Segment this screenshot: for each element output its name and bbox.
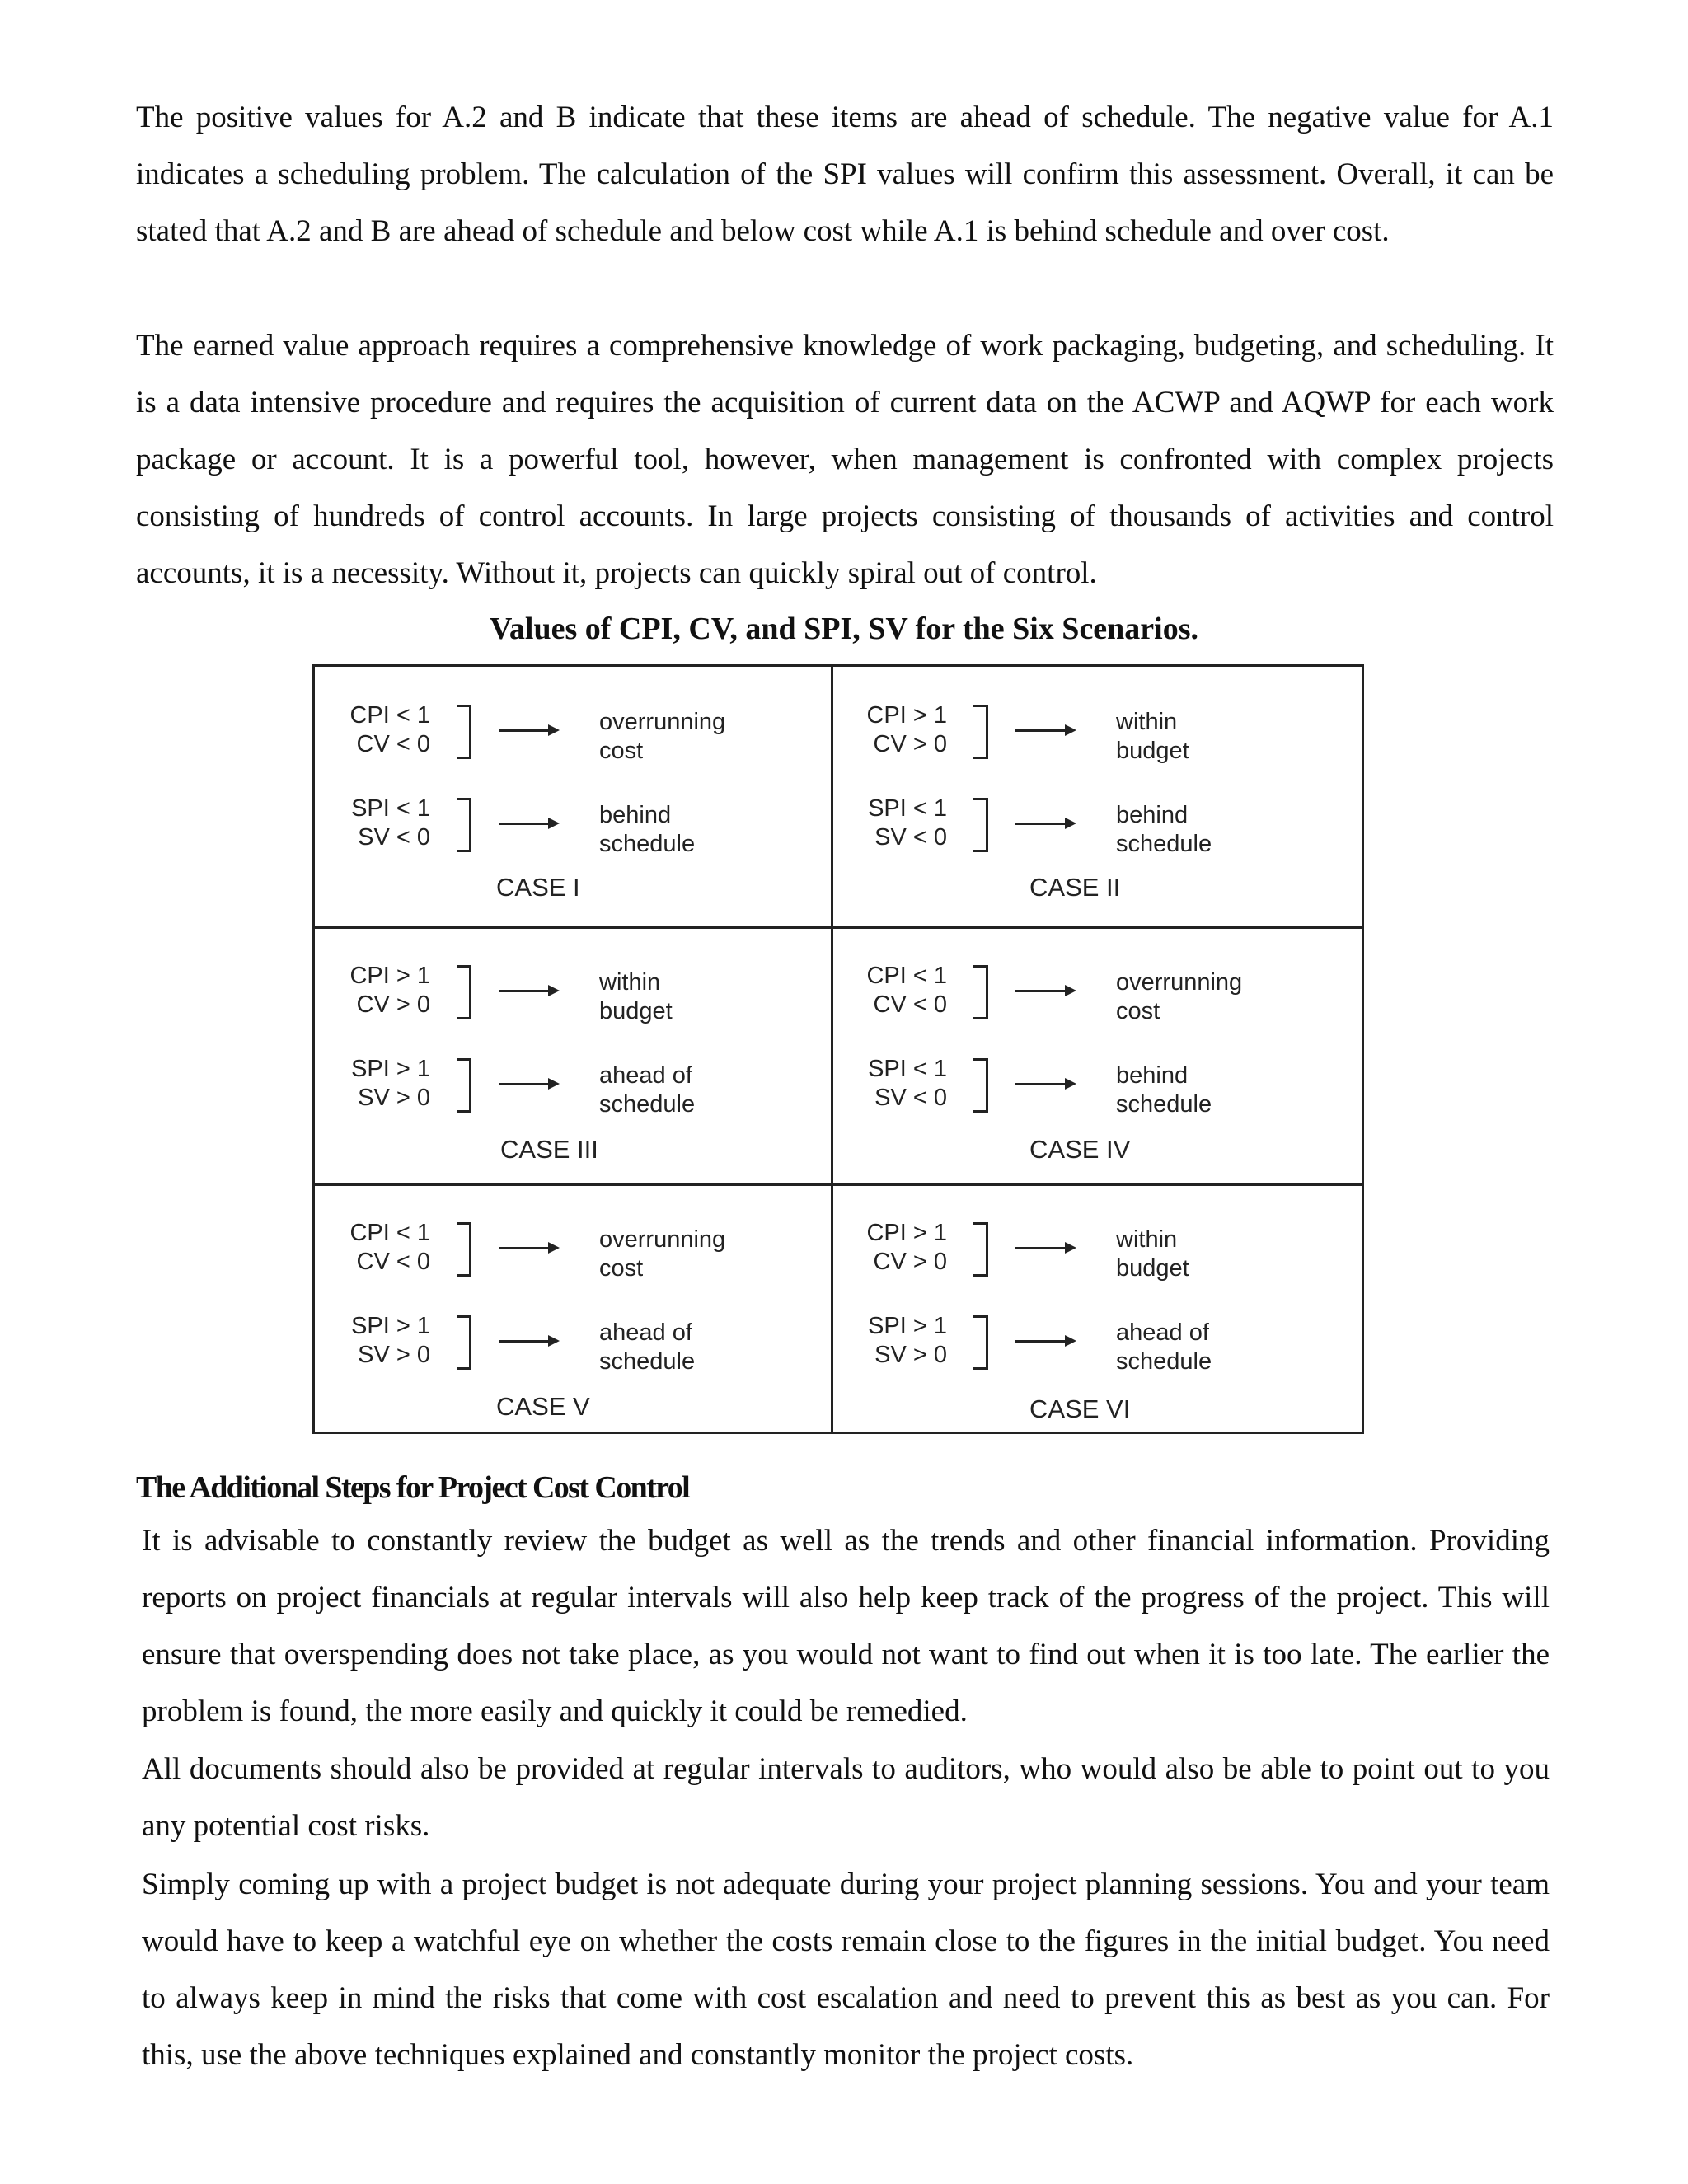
schedule-outcome-line1: ahead of (599, 1319, 692, 1346)
paragraph-earned-value: The earned value approach requires a comprehensive knowledge of work packaging, budgeting, and scheduling. It is a data intensive procedure and requires the acquisition of current data on the ACWP and AQWP for each work package or account. It is a powerful tool, however, when management is confronted with complex projects consisting of hundreds of control accounts. In large projects consisting of thousands of activities and control accounts, it is a necessity. Without it, projects can quickly spiral out of control. (136, 329, 1554, 590)
schedule-bracket-icon (457, 1315, 471, 1370)
paragraph-review-budget: It is advisable to constantly review the budget as well as the trends and other financial information. Providing reports on project financials at regular intervals will also help keep track of the progress of the project. This will ensure that overspending does not take place, as you would not want to find out when it is too late. The earlier the problem is found, the more easily and quickly it could be remedied. (142, 1524, 1550, 1728)
schedule-condition-line1: SPI > 1 (351, 1056, 430, 1082)
cost-outcome-line2: cost (599, 1255, 644, 1282)
cost-outcome-line1: within (1116, 709, 1178, 735)
cost-outcome-line1: within (1116, 1226, 1178, 1253)
scenario-grid (312, 664, 1364, 1434)
schedule-condition-line2: SV < 0 (874, 1085, 947, 1111)
schedule-condition-line1: SPI < 1 (868, 1056, 947, 1082)
cost-arrow-icon (1015, 729, 1073, 732)
schedule-arrow-icon (499, 1083, 556, 1085)
cost-bracket-icon (973, 965, 988, 1019)
schedule-outcome-line1: behind (1116, 802, 1189, 828)
schedule-arrow-icon (499, 823, 556, 825)
schedule-outcome-line1: ahead of (1116, 1319, 1209, 1346)
cost-condition-line1: CPI < 1 (349, 702, 430, 729)
case-3-cell (315, 927, 831, 1184)
cost-condition-line2: CV < 0 (356, 1249, 430, 1275)
schedule-condition-line2: SV > 0 (874, 1342, 947, 1368)
cost-bracket-icon (973, 1222, 988, 1277)
paragraph-auditors: All documents should also be provided at regular intervals to auditors, who would also be able to point out to you any potential cost risks. (142, 1752, 1550, 1843)
cost-condition-line2: CV > 0 (873, 731, 947, 757)
cost-outcome-line2: budget (599, 998, 673, 1024)
case-6-label: CASE VI (1029, 1394, 1131, 1423)
schedule-arrow-icon (1015, 1340, 1073, 1343)
paragraph-monitor-costs: Simply coming up with a project budget is not adequate during your project planning sessions. You and your team would have to keep a watchful eye on whether the costs remain close to the figures in the initial budget. You need to always keep in mind the risks that come with cost escalation and need to prevent this as best as you can. For this, use the above techniques explained and constantly monitor the project costs. (142, 1868, 1550, 2072)
case-2-cell (832, 667, 1348, 924)
cost-condition-line1: CPI > 1 (866, 702, 947, 729)
cost-bracket-icon (457, 965, 471, 1019)
schedule-arrow-icon (1015, 1083, 1073, 1085)
schedule-arrow-icon (499, 1340, 556, 1343)
cost-arrow-icon (499, 1247, 556, 1249)
schedule-bracket-icon (973, 1058, 988, 1113)
schedule-outcome-line2: schedule (599, 1348, 696, 1375)
schedule-outcome-line1: behind (1116, 1062, 1189, 1089)
schedule-condition-line2: SV < 0 (874, 824, 947, 851)
cost-outcome-line1: overrunning (599, 709, 726, 735)
schedule-condition-line1: SPI > 1 (868, 1313, 947, 1339)
case-1-label: CASE I (496, 873, 580, 902)
cost-bracket-icon (457, 705, 471, 759)
case-5-label: CASE V (496, 1392, 590, 1421)
schedule-condition-line1: SPI < 1 (868, 795, 947, 822)
schedule-outcome-line1: ahead of (599, 1062, 692, 1089)
cost-outcome-line2: cost (1116, 998, 1160, 1024)
cost-condition-line2: CV < 0 (873, 991, 947, 1018)
cost-condition-line2: CV > 0 (873, 1249, 947, 1275)
cost-condition-line1: CPI < 1 (866, 963, 947, 989)
section-heading: The Additional Steps for Project Cost Control (136, 1470, 690, 1505)
schedule-outcome-line2: schedule (1116, 1091, 1212, 1118)
case-1-cell (315, 667, 831, 924)
schedule-outcome-line2: schedule (599, 831, 696, 857)
cost-condition-line1: CPI > 1 (349, 963, 430, 989)
schedule-arrow-icon (1015, 823, 1073, 825)
schedule-bracket-icon (973, 798, 988, 852)
cost-bracket-icon (973, 705, 988, 759)
schedule-outcome-line1: behind (599, 802, 672, 828)
schedule-condition-line2: SV > 0 (358, 1085, 430, 1111)
cost-outcome-line2: cost (599, 738, 644, 764)
schedule-condition-line1: SPI < 1 (351, 795, 430, 822)
case-2-label: CASE II (1029, 873, 1121, 902)
cost-outcome-line2: budget (1116, 738, 1189, 764)
table-caption: Values of CPI, CV, and SPI, SV for the Six Scenarios. (489, 612, 1199, 646)
cost-condition-line2: CV > 0 (356, 991, 430, 1018)
cost-condition-line1: CPI < 1 (349, 1220, 430, 1246)
cost-arrow-icon (1015, 1247, 1073, 1249)
schedule-condition-line2: SV < 0 (358, 824, 430, 851)
schedule-condition-line2: SV > 0 (358, 1342, 430, 1368)
cost-arrow-icon (499, 990, 556, 992)
cost-arrow-icon (499, 729, 556, 732)
cost-outcome-line1: overrunning (1116, 969, 1243, 996)
case-4-cell (832, 927, 1348, 1184)
cost-bracket-icon (457, 1222, 471, 1277)
cost-condition-line2: CV < 0 (356, 731, 430, 757)
cost-condition-line1: CPI > 1 (866, 1220, 947, 1246)
cost-outcome-line2: budget (1116, 1255, 1189, 1282)
cost-outcome-line1: within (599, 969, 661, 996)
schedule-bracket-icon (457, 1058, 471, 1113)
paragraph-ahead-of-schedule: The positive values for A.2 and B indicate that these items are ahead of schedule. The negative value for A.1 indicates a scheduling problem. The calculation of the SPI values will confirm this assessment. Overall, it can be stated that A.2 and B are ahead of schedule and below cost while A.1 is behind schedule and over cost. (136, 101, 1554, 248)
schedule-outcome-line2: schedule (1116, 1348, 1212, 1375)
schedule-outcome-line2: schedule (1116, 831, 1212, 857)
case-4-label: CASE IV (1029, 1135, 1131, 1164)
schedule-outcome-line2: schedule (599, 1091, 696, 1118)
case-5-cell (315, 1184, 831, 1441)
cost-outcome-line1: overrunning (599, 1226, 726, 1253)
schedule-condition-line1: SPI > 1 (351, 1313, 430, 1339)
schedule-bracket-icon (973, 1315, 988, 1370)
case-3-label: CASE III (500, 1135, 598, 1164)
schedule-bracket-icon (457, 798, 471, 852)
cost-arrow-icon (1015, 990, 1073, 992)
case-6-cell (832, 1184, 1348, 1441)
